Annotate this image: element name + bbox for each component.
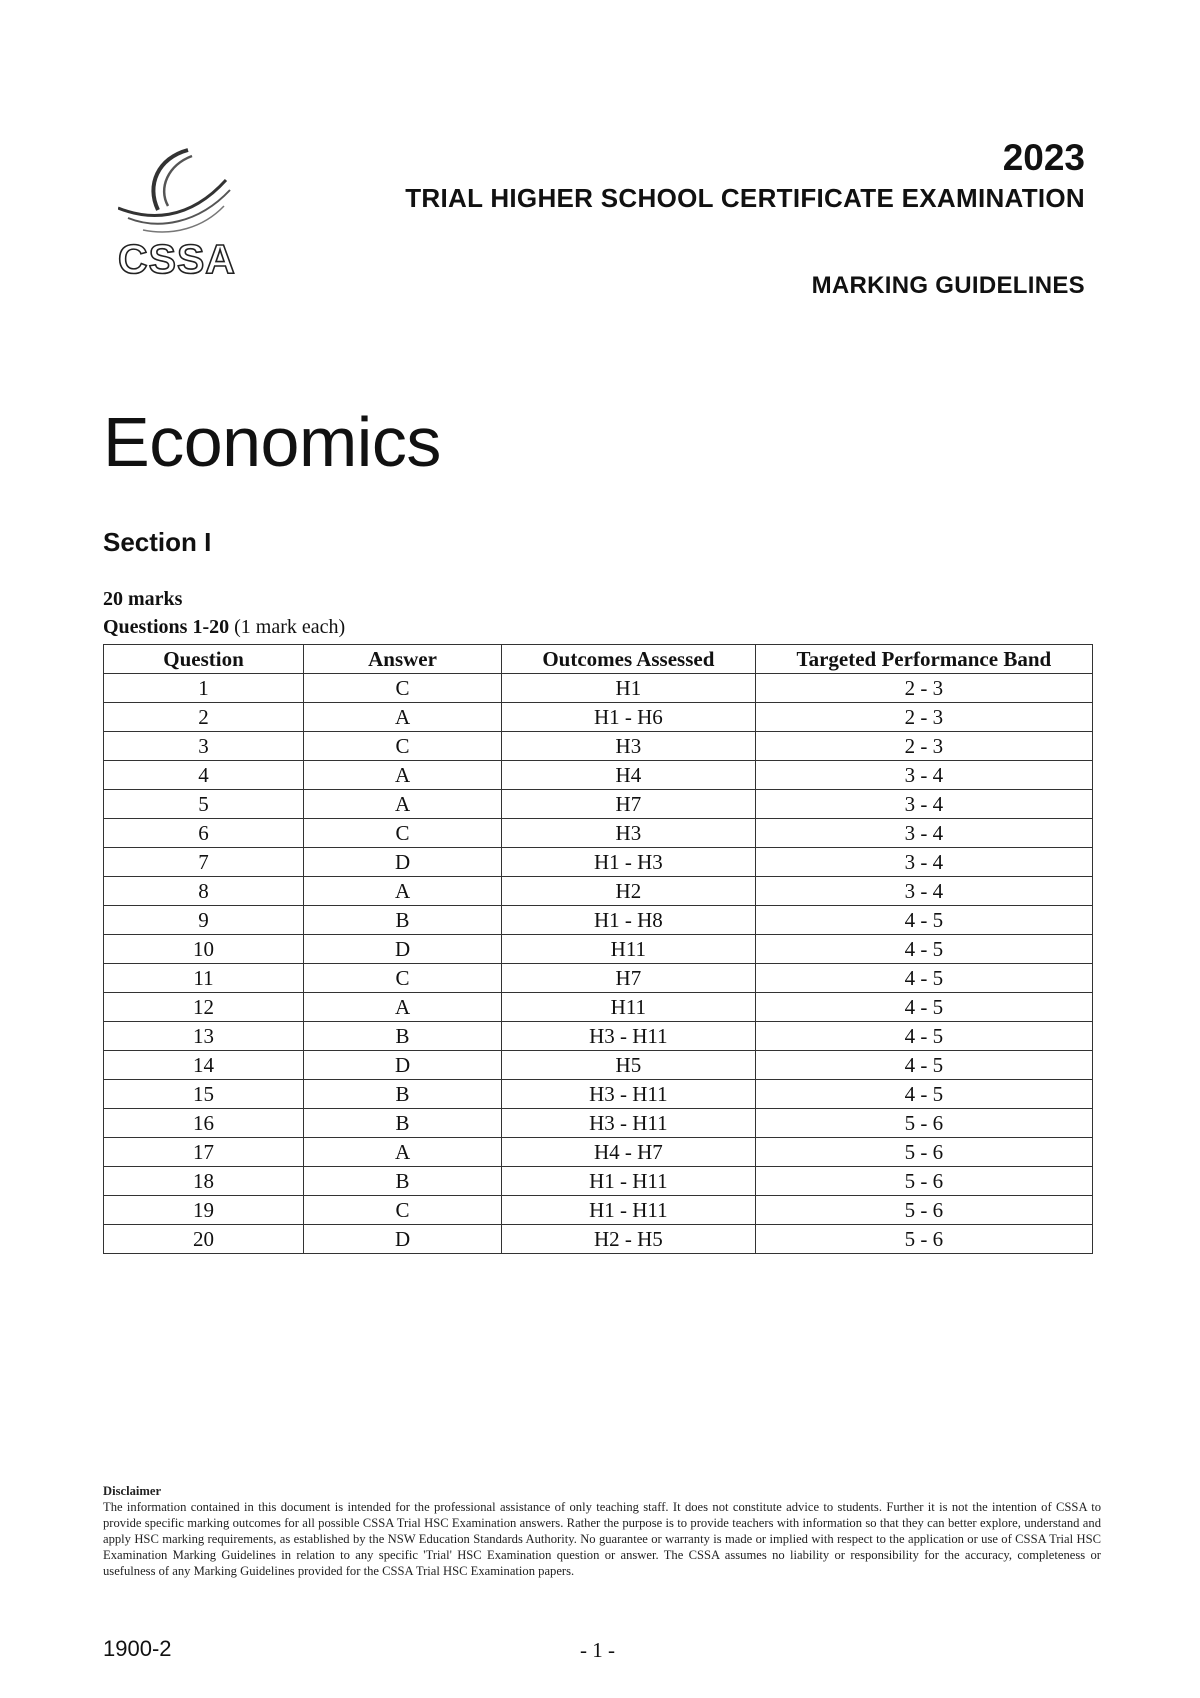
cell-answer: B — [304, 906, 502, 935]
cell-outcomes: H3 — [502, 732, 756, 761]
cell-outcomes: H2 — [502, 877, 756, 906]
cell-question: 9 — [104, 906, 304, 935]
table-row — [104, 964, 1093, 993]
cell-outcomes: H1 - H8 — [502, 906, 756, 935]
cell-band: 3 - 4 — [755, 761, 1092, 790]
cell-band: 4 - 5 — [755, 964, 1092, 993]
cell-answer: D — [304, 1051, 502, 1080]
table-row — [104, 732, 1093, 761]
answer-table — [103, 644, 1093, 1254]
cell-question: 8 — [104, 877, 304, 906]
table-row — [104, 906, 1093, 935]
cell-outcomes: H11 — [502, 993, 756, 1022]
subject-title: Economics — [103, 403, 441, 481]
table-row — [104, 993, 1093, 1022]
exam-year: 2023 — [1002, 137, 1085, 178]
cell-band: 3 - 4 — [755, 848, 1092, 877]
cell-answer: B — [304, 1022, 502, 1051]
table-row — [104, 1167, 1093, 1196]
table-row — [104, 1109, 1093, 1138]
cell-question: 4 — [104, 761, 304, 790]
cell-question: 19 — [104, 1196, 304, 1225]
cell-band: 4 - 5 — [755, 993, 1092, 1022]
questions-range-bold: Questions 1-20 — [103, 616, 230, 638]
cell-question: 18 — [104, 1167, 304, 1196]
cell-outcomes: H1 - H3 — [502, 848, 756, 877]
cell-answer: A — [304, 877, 502, 906]
cell-outcomes: H2 - H5 — [502, 1225, 756, 1254]
table-row — [104, 935, 1093, 964]
cell-outcomes: H5 — [502, 1051, 756, 1080]
questions-range-note: (1 mark each) — [229, 616, 346, 638]
header-band: Targeted Performance Band — [755, 645, 1092, 674]
cell-question: 13 — [104, 1022, 304, 1051]
table-row — [104, 1196, 1093, 1225]
cell-outcomes: H1 - H11 — [502, 1167, 756, 1196]
disclaimer-text: The information contained in this document is intended for the professional assistance of only teaching staff. It does not constitute advice to students. Further it is not the intention of CSSA to provide specific marking outcomes for all possible CSSA Trial HSC Examination answers. Rather the purpose is to provide teachers with information so that they can better explore, understand and apply HSC marking requirements, as established by the NSW Education Standards Authority. No guarantee or warranty is made or implied with respect to the application or use of CSSA Trial HSC Examination Marking Guidelines in relation to any specific 'Trial' HSC Examination question or answer. The CSSA assumes no liability or responsibility for the accuracy, completeness or usefulness of any Marking Guidelines provided for the CSSA Trial HSC Examination papers. — [103, 1500, 1101, 1578]
cell-band: 5 - 6 — [755, 1225, 1092, 1254]
cell-band: 4 - 5 — [755, 1080, 1092, 1109]
cell-answer: D — [304, 848, 502, 877]
cell-answer: D — [304, 935, 502, 964]
cell-outcomes: H4 - H7 — [502, 1138, 756, 1167]
cell-answer: A — [304, 703, 502, 732]
table-row — [104, 848, 1093, 877]
cell-band: 5 - 6 — [755, 1196, 1092, 1225]
cell-question: 16 — [104, 1109, 304, 1138]
cell-question: 15 — [104, 1080, 304, 1109]
cell-outcomes: H1 — [502, 674, 756, 703]
swoosh-logo-icon — [118, 140, 248, 240]
cell-answer: A — [304, 761, 502, 790]
cell-question: 10 — [104, 935, 304, 964]
logo-text: CSSA — [118, 236, 236, 282]
cell-band: 4 - 5 — [755, 906, 1092, 935]
cell-question: 11 — [104, 964, 304, 993]
table-header-row — [104, 645, 1093, 674]
cell-band: 4 - 5 — [755, 1022, 1092, 1051]
cell-question: 2 — [104, 703, 304, 732]
cell-question: 5 — [104, 790, 304, 819]
cell-band: 3 - 4 — [755, 877, 1092, 906]
cell-question: 12 — [104, 993, 304, 1022]
cell-answer: A — [304, 1138, 502, 1167]
cell-band: 5 - 6 — [755, 1109, 1092, 1138]
paper-code: 1900-2 — [103, 1636, 172, 1661]
cssa-logo — [118, 140, 248, 280]
table-row — [104, 790, 1093, 819]
section-marks: 20 marks — [103, 588, 183, 610]
cell-outcomes: H7 — [502, 790, 756, 819]
table-row — [104, 703, 1093, 732]
disclaimer — [103, 1483, 1101, 1579]
cell-outcomes: H1 - H6 — [502, 703, 756, 732]
table-row — [104, 1022, 1093, 1051]
cell-outcomes: H1 - H11 — [502, 1196, 756, 1225]
cell-band: 3 - 4 — [755, 790, 1092, 819]
cell-outcomes: H11 — [502, 935, 756, 964]
cell-answer: C — [304, 1196, 502, 1225]
cell-question: 3 — [104, 732, 304, 761]
cell-question: 17 — [104, 1138, 304, 1167]
cell-answer: B — [304, 1167, 502, 1196]
cell-band: 5 - 6 — [755, 1167, 1092, 1196]
cell-outcomes: H7 — [502, 964, 756, 993]
cell-question: 14 — [104, 1051, 304, 1080]
table-row — [104, 877, 1093, 906]
table-row — [104, 674, 1093, 703]
table-row — [104, 1051, 1093, 1080]
cell-answer: C — [304, 732, 502, 761]
questions-range — [103, 616, 345, 639]
cell-question: 20 — [104, 1225, 304, 1254]
cell-band: 2 - 3 — [755, 674, 1092, 703]
cell-outcomes: H4 — [502, 761, 756, 790]
cell-band: 5 - 6 — [755, 1138, 1092, 1167]
exam-title: TRIAL HIGHER SCHOOL CERTIFICATE EXAMINATION — [405, 183, 1085, 213]
cell-question: 6 — [104, 819, 304, 848]
cell-band: 4 - 5 — [755, 935, 1092, 964]
cell-outcomes: H3 - H11 — [502, 1022, 756, 1051]
document-type: MARKING GUIDELINES — [811, 272, 1085, 299]
cell-outcomes: H3 - H11 — [502, 1080, 756, 1109]
cell-question: 7 — [104, 848, 304, 877]
cell-answer: A — [304, 790, 502, 819]
cell-answer: C — [304, 674, 502, 703]
cell-outcomes: H3 — [502, 819, 756, 848]
table-row — [104, 819, 1093, 848]
table-row — [104, 1225, 1093, 1254]
cell-answer: D — [304, 1225, 502, 1254]
cell-band: 4 - 5 — [755, 1051, 1092, 1080]
cell-answer: B — [304, 1080, 502, 1109]
cell-answer: A — [304, 993, 502, 1022]
cell-question: 1 — [104, 674, 304, 703]
cell-answer: C — [304, 964, 502, 993]
disclaimer-title: Disclaimer — [103, 1484, 162, 1498]
cell-answer: C — [304, 819, 502, 848]
header-answer: Answer — [304, 645, 502, 674]
table-row — [104, 1080, 1093, 1109]
cell-band: 2 - 3 — [755, 732, 1092, 761]
cell-outcomes: H3 - H11 — [502, 1109, 756, 1138]
cell-answer: B — [304, 1109, 502, 1138]
cell-band: 2 - 3 — [755, 703, 1092, 732]
header-outcomes: Outcomes Assessed — [502, 645, 756, 674]
header-question: Question — [104, 645, 304, 674]
section-title: Section I — [103, 527, 212, 557]
cell-band: 3 - 4 — [755, 819, 1092, 848]
table-row — [104, 1138, 1093, 1167]
page-number: - 1 - — [580, 1638, 615, 1662]
table-row — [104, 761, 1093, 790]
